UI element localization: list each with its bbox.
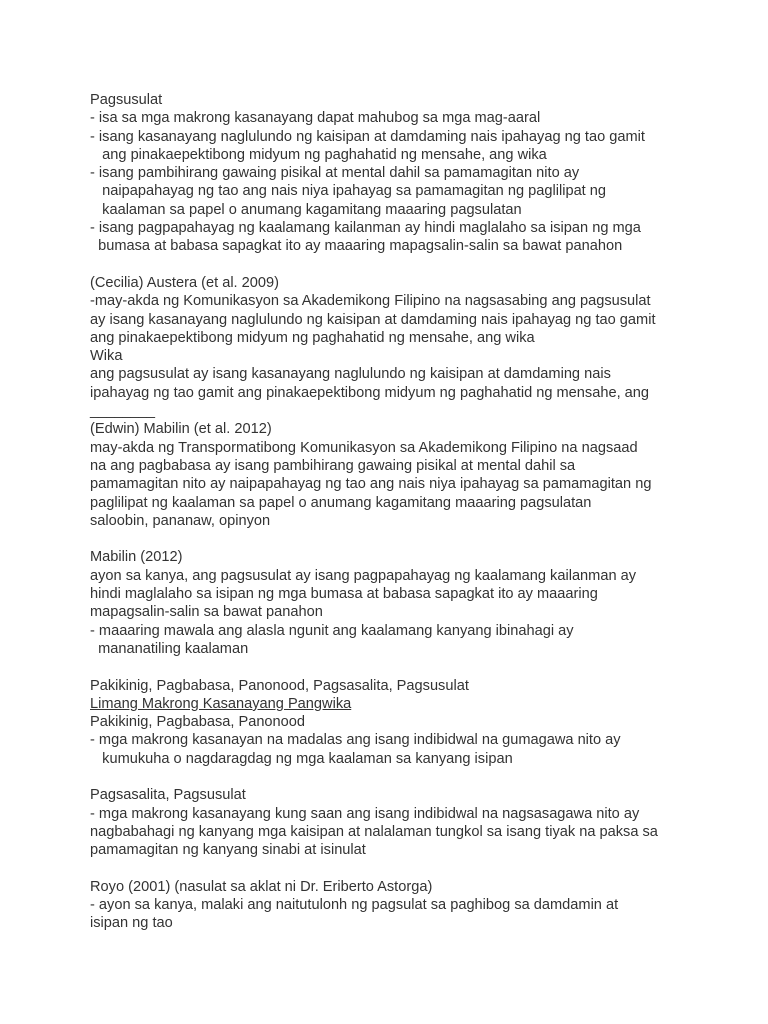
text-line: Pakikinig, Pagbabasa, Panonood, Pagsasalita, Pagsusulat — [90, 677, 469, 694]
text-line: na ang pagbabasa ay isang pambihirang gawaing pisikal at mental dahil sa — [90, 457, 576, 474]
document-body — [90, 91, 740, 933]
heading-austera: (Cecilia) Austera (et al. 2009) — [90, 274, 279, 291]
text-line: pamamagitan nito ay naipapahayag ng tao ang nais niya ipahayag sa pamamagitan ng — [90, 476, 652, 493]
heading-limang-makrong-kasanayang-pangwika: Limang Makrong Kasanayang Pangwika — [90, 695, 352, 712]
heading-pagsusulat: Pagsusulat — [90, 92, 163, 108]
text-line: ay isang kasanayang naglulundo ng kaisipan at damdaming nais ipahayag ng tao gamit — [90, 311, 656, 328]
paragraph-gap — [90, 256, 740, 274]
heading-wika: Wika — [90, 348, 123, 365]
text-line: - isang pambihirang gawaing pisikal at mental dahil sa pamamagitan nito ay — [90, 165, 580, 182]
text-line: ang pinakaepektibong midyum ng paghahatid ng mensahe, ang wika — [90, 329, 535, 346]
text-line: -may-akda ng Komunikasyon sa Akademikong Filipino na nagsasabing ang pagsusulat — [90, 293, 651, 310]
text-line: naipapahayag ng tao ang nais niya ipahayag sa pamamagitan ng paglilipat ng — [90, 183, 607, 200]
text-line: - isang kasanayang naglulundo ng kaisipan at damdaming nais ipahayag ng tao gamit — [90, 128, 645, 145]
paragraph-gap — [90, 859, 740, 877]
text-line: ayon sa kanya, ang pagsusulat ay isang pagpapahayag ng kaalamang kailanman ay — [90, 567, 637, 584]
text-line: ang pagsusulat ay isang kasanayang naglulundo ng kaisipan at damdaming nais — [90, 366, 611, 383]
text-line: - maaaring mawala ang alasla ngunit ang kaalamang kanyang ibinahagi ay — [90, 622, 574, 639]
text-line: - ayon sa kanya, malaki ang naitutulonh ng pagsulat sa paghibog sa damdamin at — [90, 897, 619, 914]
text-line: - isa sa mga makrong kasanayang dapat mahubog sa mga mag-aaral — [90, 110, 541, 127]
paragraph-gap — [90, 658, 740, 676]
text-line: nagbabahagi ng kanyang mga kaisipan at nalalaman tungkol sa isang tiyak na paksa sa — [90, 823, 658, 840]
text-line: may-akda ng Transpormatibong Komunikasyon sa Akademikong Filipino na nagsaad — [90, 439, 638, 456]
heading-mabilin-et-al: (Edwin) Mabilin (et al. 2012) — [90, 421, 272, 438]
paragraph-gap — [90, 530, 740, 548]
text-line: saloobin, pananaw, opinyon — [90, 512, 271, 529]
heading-pagsasalita-pagsusulat: Pagsasalita, Pagsusulat — [90, 787, 246, 804]
text-line: kumukuha o nagdaragdag ng mga kaalaman sa kanyang isipan — [90, 750, 513, 767]
heading-royo: Royo (2001) (nasulat sa aklat ni Dr. Eriberto Astorga) — [90, 878, 433, 895]
text-line: pamamagitan ng kanyang sinabi at isinulat — [90, 842, 366, 859]
text-line: - isang pagpapahayag ng kaalamang kailanman ay hindi maglalaho sa isipan ng mga — [90, 220, 641, 237]
text-line: - mga makrong kasanayan na madalas ang isang indibidwal na gumagawa nito ay — [90, 732, 621, 749]
text-line: ang pinakaepektibong midyum ng paghahatid ng mensahe, ang wika — [90, 146, 547, 163]
text-line: kaalaman sa papel o anumang kagamitang maaaring pagsulatan — [90, 201, 522, 218]
paragraph-gap — [90, 768, 740, 786]
text-line: Pakikinig, Pagbabasa, Panonood — [90, 714, 306, 731]
blank-underline: ________ — [90, 403, 155, 420]
text-line: hindi maglalaho sa isipan ng mga bumasa at babasa sapagkat ito ay maaaring — [90, 586, 598, 603]
text-line: bumasa at babasa sapagkat ito ay maaaring mapagsalin-salin sa bawat panahon — [90, 238, 623, 255]
text-line: mapagsalin-salin sa bawat panahon — [90, 604, 323, 621]
text-line: ipahayag ng tao gamit ang pinakaepektibong midyum ng paghahatid ng mensahe, ang — [90, 384, 650, 401]
text-line: paglilipat ng kaalaman sa papel o anumang kagamitang maaaring pagsulatan — [90, 494, 592, 511]
text-line: - mga makrong kasanayang kung saan ang isang indibidwal na nagsasagawa nito ay — [90, 805, 640, 822]
text-line: isipan ng tao — [90, 915, 173, 932]
heading-mabilin-2012: Mabilin (2012) — [90, 549, 183, 566]
text-line: mananatiling kaalaman — [90, 640, 249, 657]
